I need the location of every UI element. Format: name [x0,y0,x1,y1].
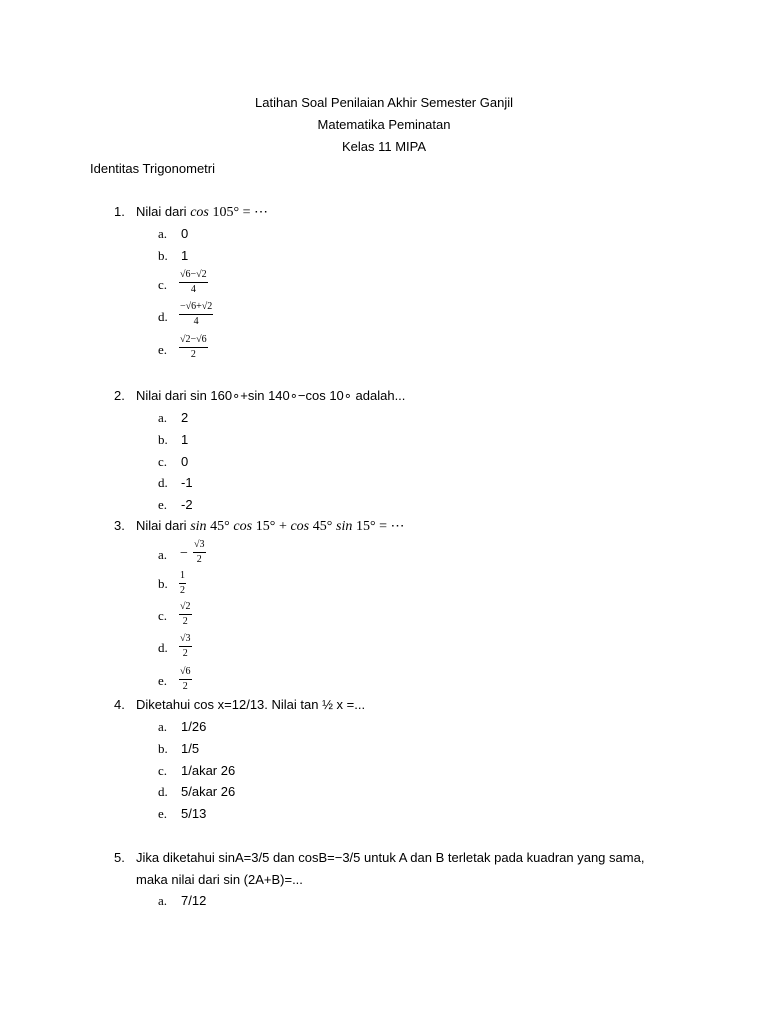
option-letter: c. [158,277,168,292]
option-letter: e. [158,497,168,512]
question-text [136,518,404,535]
option-a: 7/12 [181,893,207,908]
question-number: 2. [114,388,125,403]
option-letter: a. [158,226,168,241]
fraction-denominator: 2 [196,554,202,565]
math-function: cos [233,519,253,534]
fraction-numerator: √6 [179,666,192,680]
fraction-numerator: 1 [179,570,186,584]
option-letter: c. [158,608,168,623]
question-text-line-2: maka nilai dari sin (2A+B)=... [136,872,303,887]
question-number: 1. [114,204,125,219]
option-e-fraction [179,666,192,693]
question-text-prefix: Nilai dari [136,518,187,533]
option-letter: a. [158,719,168,734]
math-function: cos [190,205,209,220]
math-value: 15° = ⋯ [355,519,405,534]
question-text-prefix: Nilai dari [136,204,187,219]
option-letter: a. [158,410,168,425]
option-b: 1 [181,248,189,263]
option-d: -1 [181,475,193,490]
math-operator: + [278,519,287,534]
question-text [136,204,268,221]
document-class: Kelas 11 MIPA [341,139,427,154]
question-number: 5. [114,850,125,865]
fraction-denominator: 2 [182,616,188,627]
math-value: 45° [312,519,333,534]
option-b: 1 [181,432,189,447]
option-letter: b. [158,741,168,756]
fraction-denominator: 2 [180,585,185,596]
option-letter: b. [158,432,168,447]
option-letter: a. [158,547,168,562]
fraction-numerator: √3 [179,633,192,647]
document-subject: Matematika Peminatan [317,117,451,132]
option-c: 1/akar 26 [181,763,236,778]
fraction-denominator: 2 [182,681,188,692]
negative-sign: − [180,546,188,561]
option-letter: d. [158,309,168,324]
fraction-numerator: √3 [193,539,206,553]
option-a: 2 [181,410,189,425]
question-text-line-1: Jika diketahui sinA=3/5 dan cosB=−3/5 untuk A dan B terletak pada kuadran yang sama, [136,850,645,865]
question-text: Diketahui cos x=12/13. Nilai tan ½ x =... [136,697,366,712]
math-function: sin [190,519,207,534]
math-expression: 105° = ⋯ [212,205,268,220]
option-letter: a. [158,893,168,908]
fraction-numerator: √6−√2 [179,269,208,283]
option-e: -2 [181,497,193,512]
fraction-numerator: √2 [179,601,192,615]
option-letter: e. [158,673,168,688]
option-b: 1/5 [181,741,200,756]
option-letter: b. [158,248,168,263]
option-letter: d. [158,784,168,799]
math-function: cos [290,519,310,534]
section-title: Identitas Trigonometri [90,161,216,176]
document-title: Latihan Soal Penilaian Akhir Semester Ganjil [255,95,513,110]
option-a: 0 [181,226,189,241]
fraction-denominator: 4 [193,316,199,327]
option-letter: c. [158,454,168,469]
option-c: 0 [181,454,189,469]
option-b-fraction [179,570,186,597]
option-letter: d. [158,475,168,490]
fraction-numerator: −√6+√2 [179,301,213,315]
fraction-denominator: 2 [182,648,188,659]
question-number: 3. [114,518,125,533]
math-function: sin [336,519,353,534]
option-a: 1/26 [181,719,207,734]
option-d-fraction [179,633,192,660]
option-e-fraction [179,334,208,361]
option-letter: b. [158,576,168,591]
option-c-fraction [179,269,208,296]
option-a-fraction [193,539,206,566]
option-c-fraction [179,601,192,628]
question-number: 4. [114,697,125,712]
fraction-numerator: √2−√6 [179,334,208,348]
fraction-denominator: 2 [190,349,196,360]
option-letter: e. [158,342,168,357]
option-d-fraction [179,301,213,328]
option-letter: e. [158,806,168,821]
question-text: Nilai dari sin 160∘+sin 140∘−cos 10∘ adalah... [136,388,406,403]
math-value: 15° [255,519,276,534]
option-e: 5/13 [181,806,207,821]
option-d: 5/akar 26 [181,784,236,799]
math-value: 45° [210,519,230,534]
option-letter: c. [158,763,168,778]
option-letter: d. [158,640,168,655]
fraction-denominator: 4 [190,284,196,295]
